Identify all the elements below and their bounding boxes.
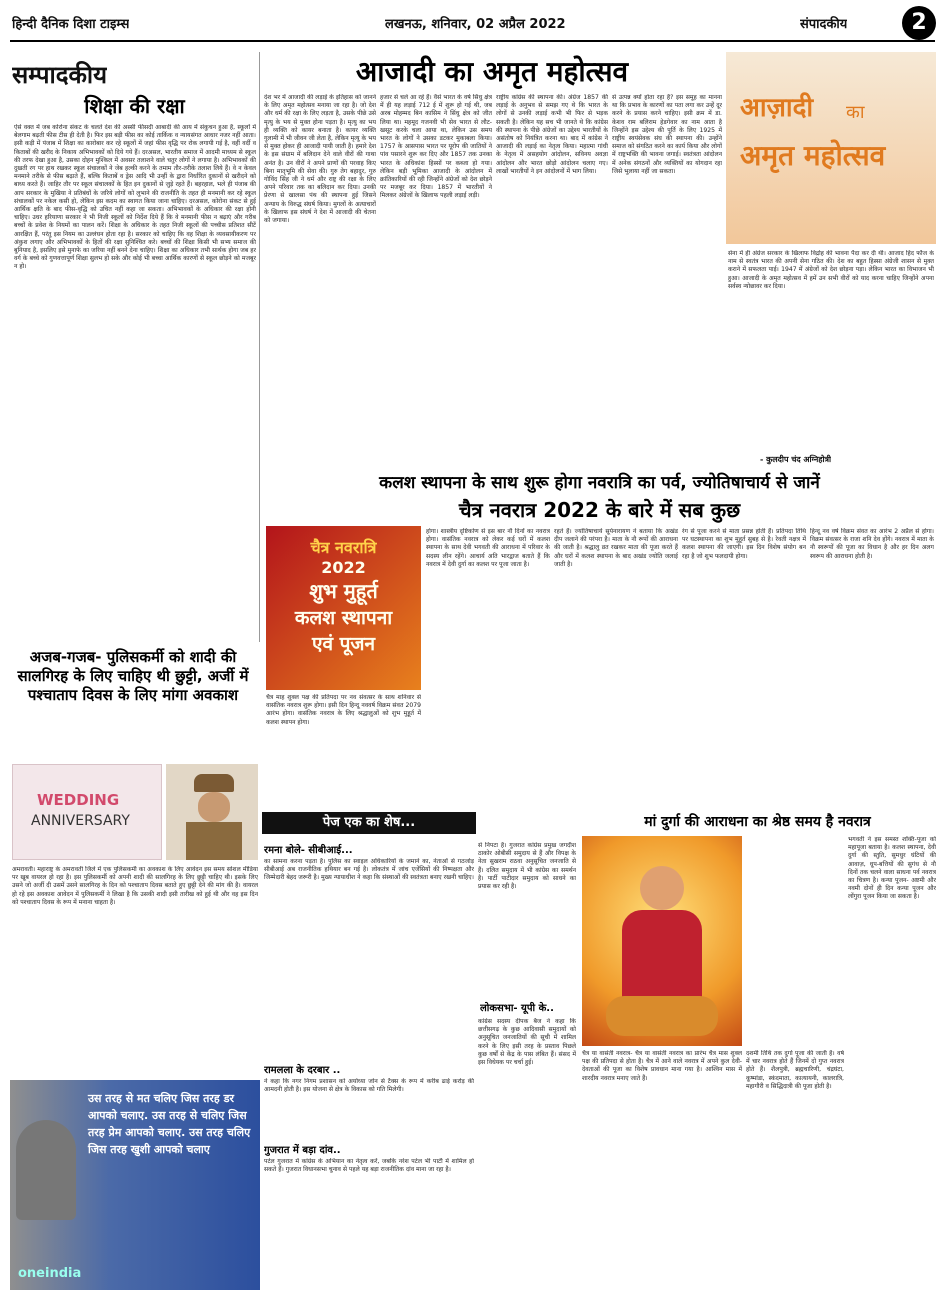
navratri-image-line2: 2022 [321,558,366,577]
azadi-headline: आजादी का अमृत महोत्सव [355,55,629,88]
police-body: अमरावती। महाराष्ट्र के अमरावती जिले में एक पुलिसकर्मी का अवकाश के लिए आवेदन इस समय सोशल मीडिया पर खूब वायरल हो रहा है। इस पुलिसकर्मी को अपनी शादी की सालगिरह के लिए छुट्टी चाहिए थी। इसके लिए उसने जो अर्जी दी उसमें उसने सालगिरह के दिन को पश्चाताप दिवस बताते हुए छुट्टी देने की मांग की है। वायरल हो रहे इस अवकाश आवेदन में पुलिसकर्मी ने लिखा है कि उसकी शादी इसी तारीख को हुई थी और वह इस दिन को पश्चाताप दिवस के रूप में मनाना चाहता है। [12,866,258,906]
ramlala-body: ने कहा कि नगर निगम प्रशासन को अयोध्या जोन से टैक्स के रूप में करीब ढाई करोड़ की आमदनी होती है। इस योजना से क्षेत्र के विकास को गति मिलेगी। [264,1078,474,1094]
loksabha-subhead: लोकसभा- यूपी के.. [480,1003,554,1014]
navratri-image-line1: चैत्र नवरात्रि [310,538,377,557]
gujarat-subhead: गुजरात में बड़ा दांव.. [264,1145,341,1156]
oneindia-logo: oneindia [18,1266,82,1281]
azadi-image-line2: का [846,102,865,123]
portrait-icon [16,1120,76,1220]
face-icon [198,792,230,822]
azadi-image-line1: आज़ादी [740,93,814,123]
azadi-col1: देश भर में आजादी की लड़ाई के इतिहास को जानने के लिए अमृत महोत्सव मनाया जा रहा है। जो देश और धर्म की रक्षा के लिए लड़ता है, उसके पीछे उसे मृत्यु के भय से मुक्त होना पड़ता है। मृत्यु का भय ही व्यक्ति को कायर बनाता है। कायर व्यक्ति गुलामी में भी जीवन जी लेता है, लेकिन मृत्यु के भय से मुक्त होकर ही आजादी पायी जाती है। हमारे देश के इस संग्राम में बलिदान देने वाले वीरों की गाथा अनंत है। उन वीरों ने अपने प्राणों की परवाह किए बिना मातृभूमि की सेवा की। गुरु तेग बहादुर, गुरु गोविंद सिंह जी ने धर्म और राष्ट्र की रक्षा के लिए अपने परिवार तक का बलिदान कर दिया। उनकी प्रेरणा से खालसा पंथ की स्थापना हुई जिसने अन्याय के विरुद्ध संघर्ष किया। मुगलों के अत्याचारों के खिलाफ इस संघर्ष ने देश में आजादी की चेतना को जगाया। [264,94,376,225]
uniform-icon [186,822,242,860]
azadi-col3: राष्ट्रीय कांग्रेस की स्थापना की। अंग्रेज 1857 की लड़ाई के अनुभव से समझ गए थे कि भारत के लोगों से उनकी लड़ाई कभी भी फिर से भड़क सकती है। लेकिन यह सच भी जानते थे कि कांग्रेस की स्थापना के पीछे अंग्रेजों का उद्देश्य भारतीयों के असंतोष को नियंत्रित करना था। बाद में कांग्रेस ने आजादी की लड़ाई का नेतृत्व किया। महात्मा गांधी के नेतृत्व में असहयोग आंदोलन, सविनय अवज्ञा आंदोलन और भारत छोड़ो आंदोलन चलाए गए। लाखों भारतीयों ने इन आंदोलनों में भाग लिया। [496,94,608,175]
paper-name: हिन्दी दैनिक दिशा टाइम्स [12,17,130,32]
column-rule [259,52,260,642]
navratri-col5: हिन्दू नव वर्ष विक्रम संवत का आरंभ 2 अप्रैल से होगा। विक्रम संवत्सर के राजा शनि देव होंगे। नवरात्र में माता के नौ स्वरूपों की पूजा का विधान है और हर दिन अलग स्वरूप की आराधना होती है। [810,528,934,560]
navratri-col1: चैत्र माह शुक्ल पक्ष की प्रतिपदा पर नव संवत्सर के साथ शनिवार से वासंतिक नवरात्र शुरू होगा। इसी दिन हिन्दू नववर्ष विक्रम संवत 2079 आरंभ होगा। वासंतिक नवरात्र के लिए श्रद्धालुओं को शुभ मुहूर्त में कलश स्थापन होगा। [266,694,421,726]
editorial-label: सम्पादकीय [12,60,108,89]
azadi-image-line3: अमृत महोत्सव [740,139,886,172]
durga-headline: मां दुर्गा की आराधना का श्रेष्ठ समय है नवरात्र [644,814,871,830]
wedding-line1: WEDDING [37,791,120,809]
police-cap-icon [194,774,234,792]
dateline: लखनऊ, शनिवार, 02 अप्रैल 2022 [385,17,566,32]
police-officer-image [166,764,258,860]
navratri-image-line4: कलश स्थापना [294,607,393,629]
page-number: 2 [902,6,936,40]
page-one-continuation-title: पेज एक का शेष... [262,812,476,834]
cbi-body: का सामना करना पड़ता है। पुलिस का स्वाइल अधिकारियों के जमाने का, नेताओं से गठजोड़ सीबीआई अब राजनीतिक हथियार बन गई है। लोकतंत्र में जांच एजेंसियों की निष्पक्षता और जिम्मेदारी बेहद जरूरी है। मुख्य न्यायाधीश ने कहा कि संस्थाओं की स्वतंत्रता बनाए रखनी चाहिए। [264,858,474,882]
continuation-col2b: कांग्रेस सदस्य दीपक बैज ने कहा कि छत्तीसगढ़ के कुछ आदिवासी समुदायों को अनुसूचित जनजातियों की सूची में शामिल करने के लिए इसी तरह के प्रस्ताव पिछले कुछ वर्षों से केंद्र के पास लंबित हैं। संसद में इस विधेयक पर चर्चा हुई। [478,1018,576,1067]
gujarat-body: पटेल गुजरात में कांग्रेस के अभियान का नेतृत्व करें, जबकि नरेश पटेल भी पार्टी में शामिल हो सकते हैं। गुजरात विधानसभा चुनाव से पहले यह बड़ा राजनीतिक दांव माना जा रहा है। [264,1158,474,1174]
durga-col2: दशमी तिथि तक दुर्गा पूजा की जाती है। वर्ष में चार नवरात्र होते हैं जिनमें दो गुप्त नवरात्र होते हैं। शैलपुत्री, ब्रह्मचारिणी, चंद्रघंटा, कूष्मांडा, स्कंदमाता, कात्यायनी, कालरात्रि, महागौरी व सिद्धिदात्री की पूजा होती है। [746,1050,844,1090]
azadi-author: - कुलदीप चंद अग्निहोत्री [760,455,832,464]
azadi-image [726,52,936,244]
navratri-headline-2: चैत्र नवरात्र 2022 के बारे में सब कुछ [458,498,741,522]
continuation-col2a: से निपटा है। गुजरात कांग्रेस प्रमुख जगदीश ठाकोर ओबीसी समुदाय से हैं और विपक्ष के नेता सुखराम राठवा अनुसूचित जनजाति से हैं। दलित समुदाय में भी कांग्रेस का समर्थन है। पार्टी पाटीदार समुदाय को साधने का प्रयास कर रही है। [478,842,576,891]
durga-col3: भगवती ने इस समस्त शक्ति-पूजा को महापूजा बताया है। कलश स्थापना, देवी दुर्गा की स्तुति, सुमधुर घंटियों की आवाज़, धूप-बत्तियों की सुगंध से नौ दिनों तक चलने वाला साधना पर्व नवरात्र का चित्रण है। कन्या पूजन- अष्टमी और नवमी दोनों ही दिन कन्या पूजन और लोंगुरा पूजन किया जा सकता है। [848,836,936,901]
editorial-body: ऐसे वक्त में जब कोरोना संकट के चलते देश की अस्सी फीसदी आबादी की आय में संकुचन हुआ है, स्कूलों में बेलगाम बढ़ती फीस टीस ही देती है। फिर इस बड़ी फीस का कोई तार्किक व न्यायसंगत आधार नजर नहीं आता। इसी कड़ी में पंजाब में शिक्षा का कारोबार कर रहे स्कूलों में जहां फीस वृद्धि पर रोक लगायी गई है, वहीं वर्दी व किताबों की खरीद के निकाय अभिभावकों को दिये गये हैं। दरअसल, भारतीय समाज में आदमी माध्यम से स्कूल की तरफ देखा हुआ है, उसका दोहन मुश्किल में अवसर तलाशने वाले चतुर लोगों ने लगाया है। अभिभावकों की दुखती रग पर हाथ रखकर स्कूल संचालकों ने जेब हल्की करने के तमाम तौर-तरीके तलाश लिये हैं। वे न केवल मनमाने तरीके से फीस बढ़ाते हैं, बल्कि किताबें व ड्रेस आदि भी उन्हीं के द्वारा निर्धारित दुकानों से खरीदने को बाध्य करते हैं। जाहिर तौर पर स्कूल संचालकों के हित इन दुकानों से जुड़े रहते हैं। बहरहाल, भले ही पंजाब की आप सरकार के मुखिया ने प्रतिबंधों के जरिये लोगों को लुभाने की राजनीति के तहत ही मनमानी कर रहे स्कूल संचालकों पर नकेल कसी हो, लेकिन इस कदम का स्वागत किया जाना चाहिए। दरअसल, कोरोना संकट से हुई आर्थिक क्षति के बाद फीस-वृद्धि को उचित नहीं कहा जा सकता। अभिभावकों के अधिकार की रक्षा होनी चाहिए। उधर हरियाणा सरकार ने भी निजी स्कूलों को निर्देश दिये हैं कि वे मनमानी फीस न बढ़ाएं और गरीब बच्चों के प्रवेश के नियमों का पालन करें। शिक्षा के अधिकार के तहत निजी स्कूलों की पच्चीस प्रतिशत सीटें आरक्षित हैं, परंतु इस नियम का उल्लंघन होता रहा है। सरकार को चाहिए कि वह शिक्षा के व्यवसायीकरण पर अंकुश लगाए और अभिभावकों के हितों की रक्षा सुनिश्चित करे। बच्चों की शिक्षा किसी भी सभ्य समाज की बुनियाद है, इसलिए इसे मुनाफे का जरिया नहीं बनने देना चाहिए। शिक्षा का अधिकार तभी सार्थक होगा जब हर वर्ग के बच्चे को गुणवत्तापूर्ण शिक्षा सुलभ हो सके और कोई भी बच्चा आर्थिक कारणों से स्कूल छोड़ने को मजबूर न हो। [14,124,256,271]
goddess-face-icon [640,866,684,910]
goddess-dress-icon [622,910,702,1000]
navratri-headline-1: कलश स्थापना के साथ शुरू होगा नवरात्रि का पर्व, ज्योतिषाचार्य से जानें [379,473,820,493]
navratri-col4: रंग से पूजा करने से माता प्रसन्न होती हैं। प्रतिपदा तिथि पर घटस्थापना का शुभ मुहूर्त सुबह से है। रेवती नक्षत्र में कलश स्थापना की जाएगी। इस दिन विशेष संयोग बन रहा है जो शुभ फलदायी होगा। [682,528,806,560]
azadi-col4: से उत्पन्न क्यों होता रहा है? इस समूह का मानना था कि प्रभाव के कारणों का पता लगा कर उन्हें दूर करने के प्रयास करने चाहिए। इसी क्रम में डा. केशव राम बलिराम हेडगेवार का नाम आता है जिन्होंने इस उद्देश्य की पूर्ति के लिए 1925 में राष्ट्रीय स्वयंसेवक संघ की स्थापना की। उन्होंने समाज को संगठित करने का कार्य किया और लोगों में राष्ट्रभक्ति की भावना जगाई। स्वतंत्रता आंदोलन में अनेक संगठनों और व्यक्तियों का योगदान रहा जिसे भुलाया नहीं जा सकता। [612,94,722,175]
quote-card [10,1080,260,1290]
wedding-image [12,764,162,860]
cbi-subhead: रमना बोले- सीबीआई... [264,845,353,856]
durga-col1: चैत्र या वासंती नवरात्र- चैत्र या वासंती नवरात्र का प्रारंभ चैत्र मास शुक्ल पक्ष की प्रतिपदा से होता है। चैत्र में आने वाले नवरात्र में अपने कुल देवी-देवताओं की पूजा का विशेष प्रावधान माना गया है। आश्विन मास में शारदीय नवरात्र मनाए जाते हैं। [582,1050,742,1082]
navratri-col3: रहते हैं। ज्योतिषाचार्य सूर्यनारायण ने बताया कि अखंड दीप जलाने की परंपरा है। माता के नौ रूपों की आराधना की जाती है। श्रद्धालु व्रत रखकर माता की पूजा करते हैं और घरों में कलश स्थापना के बाद अखंड ज्योति जलाई जाती है। [554,528,678,568]
quote-text: उस तरह से मत चलिए जिस तरह डर आपको चलाए. उस तरह से चलिए जिस तरह प्रेम आपको चलाए. उस तरह चलिए जिस तरह खुशी आपको चलाए [88,1092,251,1156]
azadi-col2: हजार से चले आ रहे हैं। वैसे भारत के वर्ष सिंधु क्षेत्र में ही यह लड़ाई 712 ई में शुरू हो गई थी, जब अरब मोहम्मद बिन कासिम ने सिंधु क्षेत्र को जीत लिया था। महमूद गजनवी भी सेव भारत से लौट-खसूट करके चला आया था, लेकिन उस समय भारत के लोगों ने उसका डटकर मुकाबला किया। 1757 के आसपास भारत पर यूरोप की जातियों ने पांव पसारने शुरू कर दिए और 1857 तक उनका भारत के अधिकांश हिस्सों पर कब्जा हो गया। लेकिन बड़ी भूमिका आजादी के आंदोलन में क्रांतिकारियों की रही जिन्होंने अंग्रेजों को देश छोड़ने पर मजबूर कर दिया। 1857 में भारतीयों ने मिलकर अंग्रेजों के खिलाफ पहली लड़ाई लड़ी। [380,94,492,200]
ramlala-subhead: रामलला के दरबार .. [264,1065,341,1076]
police-headline: अजब-गजब- पुलिसकर्मी को शादी की सालगिरह के लिए चाहिए थी छुट्टी, अर्जी में पश्चाताप दिवस के लिए मांगा अवकाश [17,648,249,704]
durga-image [582,836,742,1046]
navratri-col2: होगा। शास्त्रीय दृष्टिकोण से इस बार नौ दिनों का नवरात्र होगा। वासंतिक नवरात्र को लेकर कई घरों में कलश स्थापना के साथ देवी भगवती की आराधना में परिवार के सदस्य लीन रहेंगे। आचार्य अति भारद्वाज बताते हैं कि नवरात्र में देवी दुर्गा का कलश पर पूजा जाता है। [426,528,550,568]
navratri-image-line5: एवं पूजन [311,633,376,655]
wedding-line2: ANNIVERSARY [31,813,130,829]
section-name: संपादकीय [800,17,848,32]
navratri-image-line3: शुभ मुहूर्त [309,579,378,603]
navratri-image [266,526,421,690]
azadi-col5: सेना में ही अंग्रेज सरकार के खिलाफ विद्रोह की भावना पैदा कर दी थी। आजाद हिंद फौज के नाम से स्वतंत्र भारत की अपनी सेना गठित की। देश का बहुत हिस्सा अंग्रेजी शासन से मुक्त कराने में सफलता पाई। 1947 में अंग्रेजों को देश छोड़ना पड़ा। लेकिन भारत का विभाजन भी हुआ। आजादी के अमृत महोत्सव में हमें उन सभी वीरों को याद करना चाहिए जिन्होंने अपना सर्वस्व न्योछावर कर दिया। [728,250,934,290]
editorial-title: शिक्षा की रक्षा [84,94,185,118]
lion-icon [606,996,718,1036]
